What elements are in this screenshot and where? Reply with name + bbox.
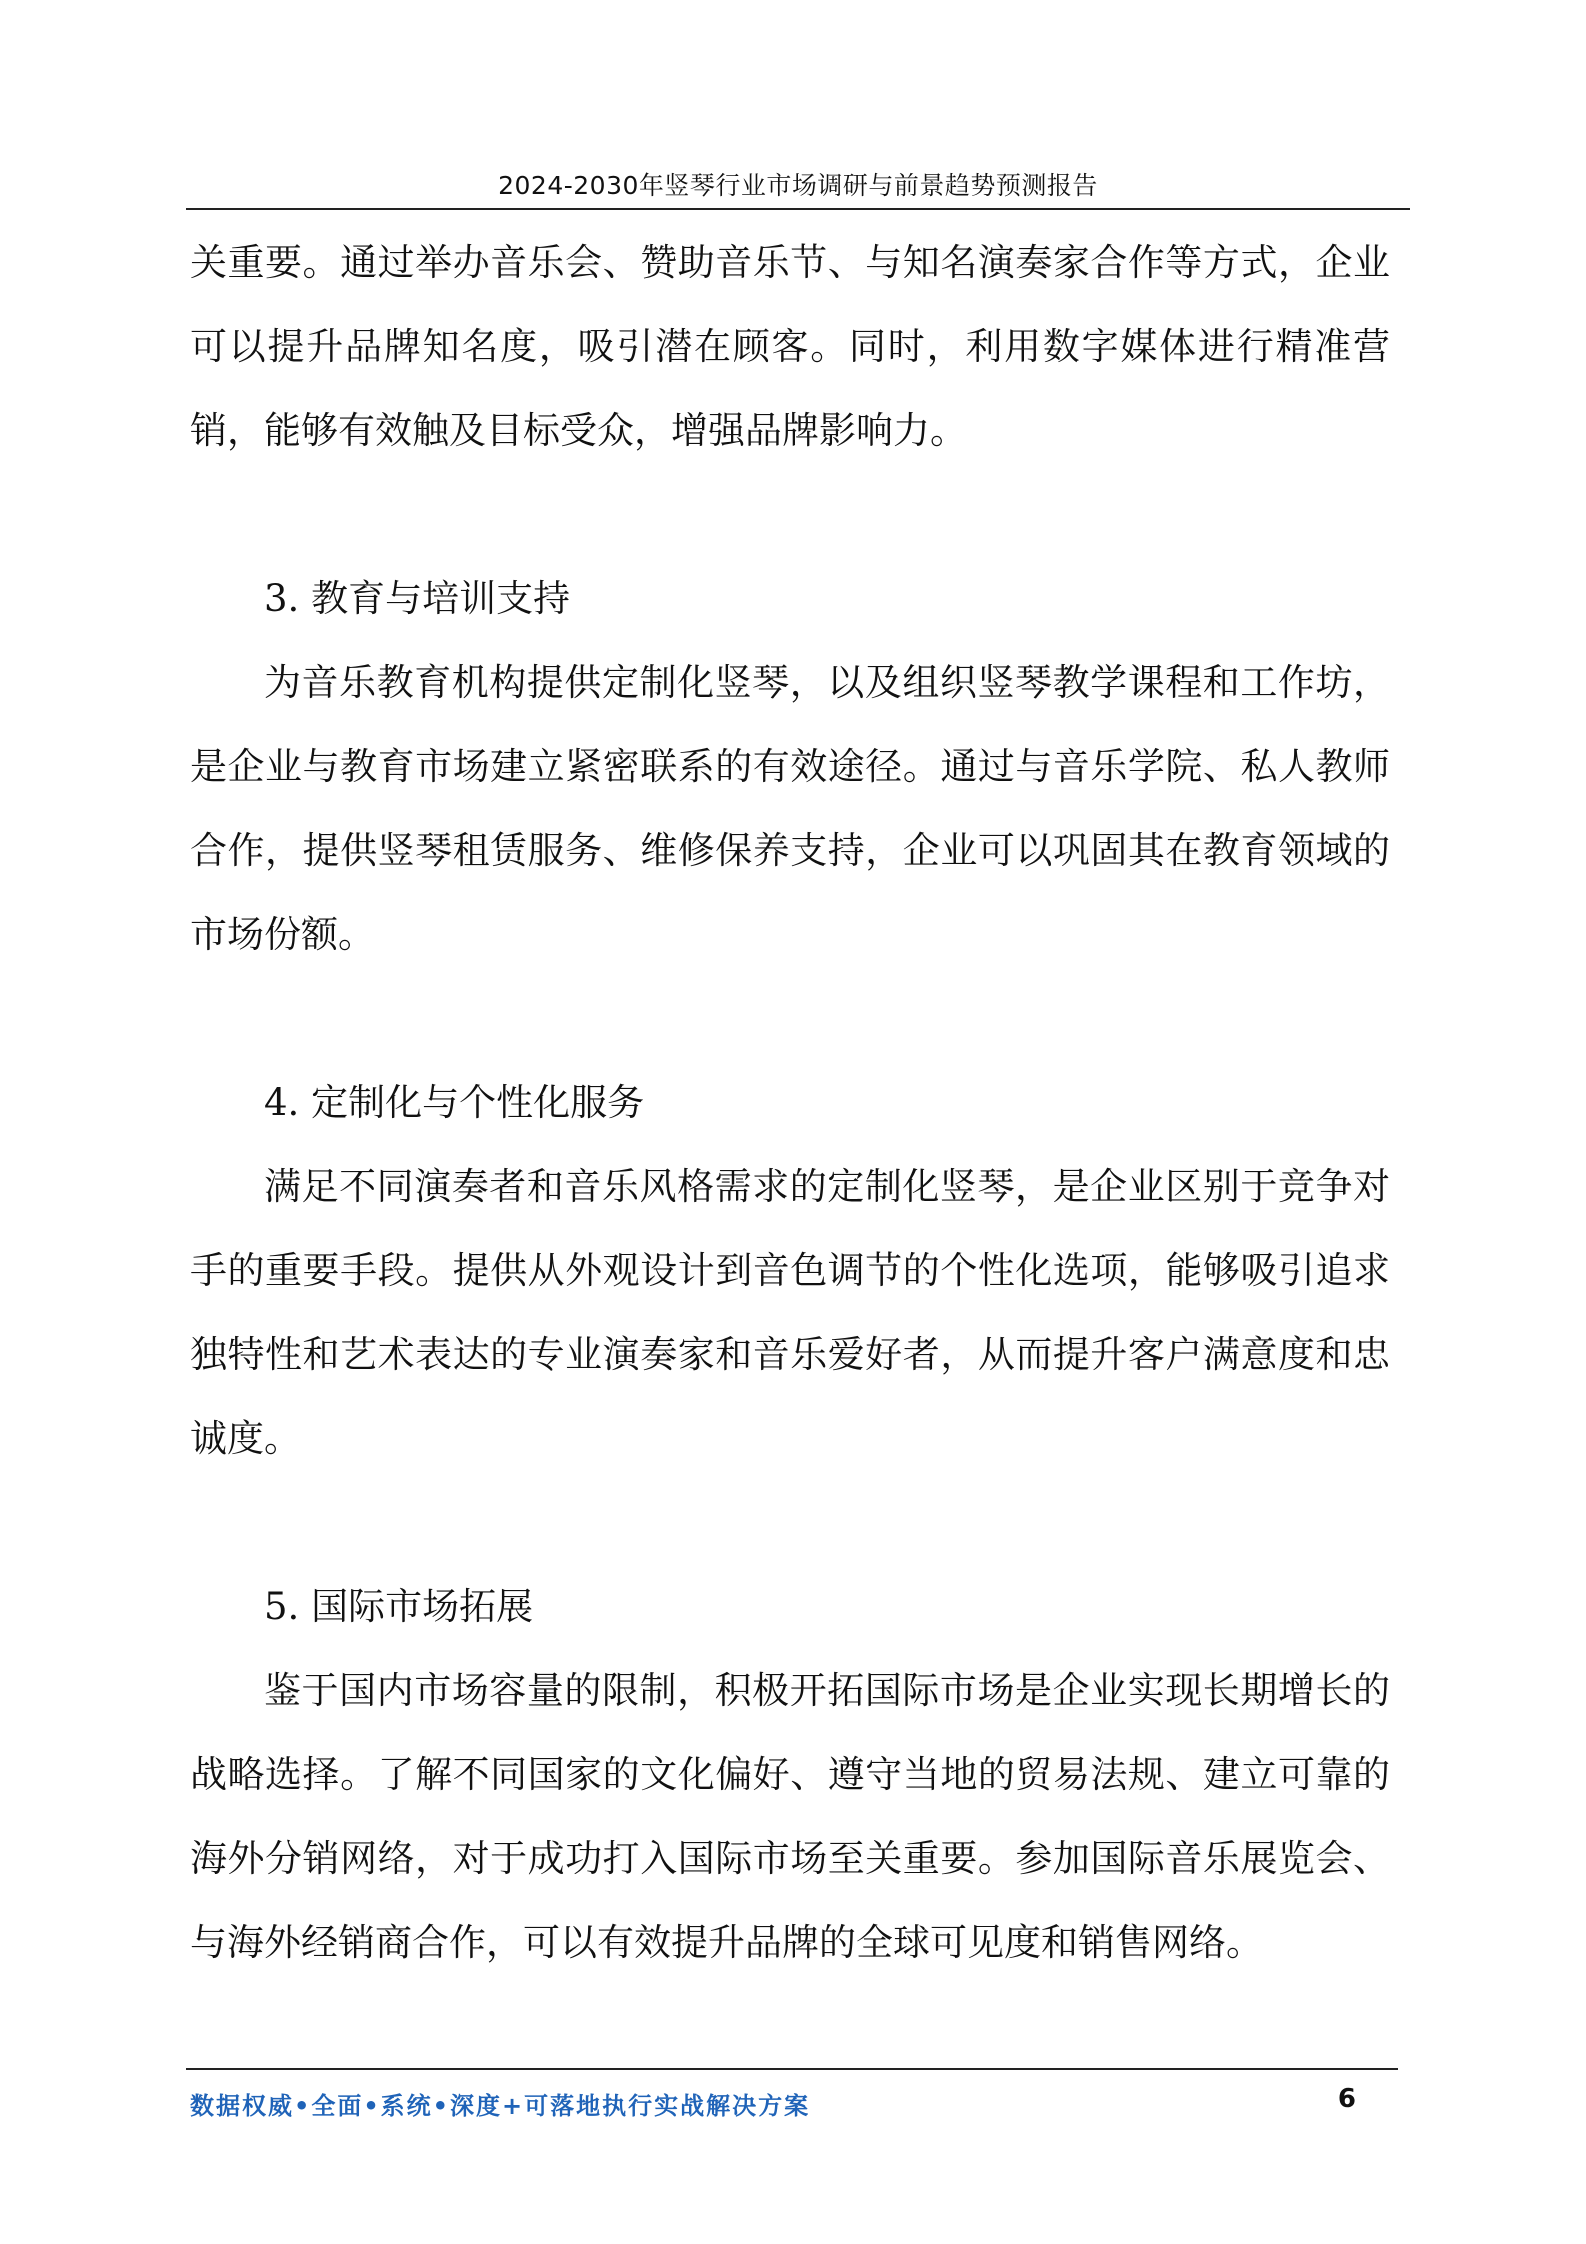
section-paragraph-4: 满足不同演奏者和音乐风格需求的定制化竖琴，是企业区别于竞争对手的重要手段。提供从外观设计到音色调节的个性化选项，能够吸引追求独特性和艺术表达的专业演奏家和音乐爱好者，从而提升客户满意度和忠诚度。 bbox=[190, 1165, 1390, 1460]
section-heading-3: 3. 教育与培训支持 bbox=[264, 577, 571, 620]
section-spacer bbox=[190, 1481, 1390, 1565]
section-paragraph-5: 鉴于国内市场容量的限制，积极开拓国际市场是企业实现长期增长的战略选择。了解不同国家的文化偏好、遵守当地的贸易法规、建立可靠的海外分销网络，对于成功打入国际市场至关重要。参加国际音乐展览会、与海外经销商合作，可以有效提升品牌的全球可见度和销售网络。 bbox=[190, 1669, 1390, 1964]
document-body bbox=[190, 221, 1390, 1985]
section-heading-4: 4. 定制化与个性化服务 bbox=[264, 1081, 645, 1124]
section-paragraph-3: 为音乐教育机构提供定制化竖琴，以及组织竖琴教学课程和工作坊，是企业与教育市场建立紧密联系的有效途径。通过与音乐学院、私人教师合作，提供竖琴租赁服务、维修保养支持，企业可以巩固其在教育领域的市场份额。 bbox=[190, 661, 1390, 956]
section-spacer bbox=[190, 977, 1390, 1061]
section-heading-5: 5. 国际市场拓展 bbox=[264, 1585, 534, 1628]
intro-continuation-paragraph: 关重要。通过举办音乐会、赞助音乐节、与知名演奏家合作等方式，企业可以提升品牌知名度，吸引潜在顾客。同时，利用数字媒体进行精准营销，能够有效触及目标受众，增强品牌影响力。 bbox=[190, 241, 1390, 452]
page-number: 6 bbox=[1337, 2084, 1356, 2114]
section-spacer bbox=[190, 473, 1390, 557]
page-header bbox=[186, 160, 1410, 210]
page-footer bbox=[186, 2068, 1398, 2130]
footer-slogan: 数据权威•全面•系统•深度+可落地执行实战解决方案 bbox=[190, 2092, 811, 2120]
report-title: 2024-2030年竖琴行业市场调研与前景趋势预测报告 bbox=[498, 171, 1098, 200]
